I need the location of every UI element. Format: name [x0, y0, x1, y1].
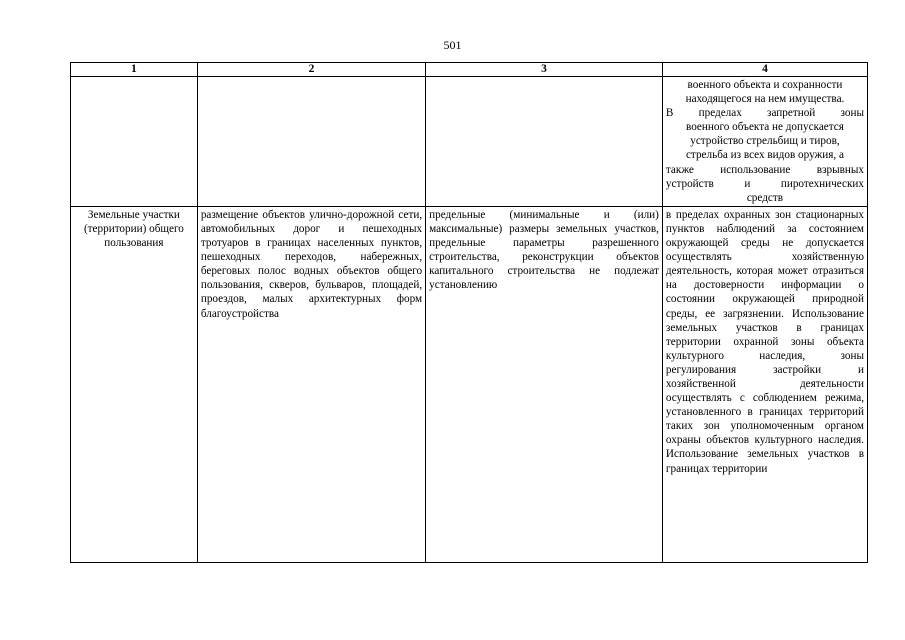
document-table: [70, 62, 868, 563]
permitted-use-text: размещение объектов улично-дорожной сети, автомобильных дорог и пешеходных тротуаров в границах населенных пунктов, пешеходных переходов, набережных, береговых полос водных объектов общего пользования, скверов, бульваров, площадей, проездов, малых архитектурных форм благоустройства: [200, 208, 423, 320]
row2-col2-cell: [197, 206, 425, 562]
row1-col4-line: находящегося на нем имущества.: [685, 93, 845, 106]
limit-parameters-text: предельные (минимальные и (или) максимальные) размеры земельных участков, предельные параметры разрешенного строительства, реконструкции объектов капитального строительства не подлежат установлению: [429, 208, 659, 292]
row1-col4-line: устройств и пиротехнических: [665, 177, 864, 190]
row1-col4-cell: [662, 77, 867, 207]
table-row: [71, 206, 868, 562]
row1-col4-line: военного объекта и сохранности: [687, 79, 843, 91]
column-header-2: 2: [197, 63, 425, 77]
row1-col4-line: устройство стрельбищ и тиров,: [690, 135, 840, 148]
row1-col2-cell: [197, 77, 425, 207]
row1-col4-line: В пределах запретной зоны: [665, 107, 864, 120]
column-header-3: 3: [426, 63, 663, 77]
row2-col3-cell: [426, 206, 663, 562]
row1-col4-line: военного объекта не допускается: [685, 121, 844, 134]
row1-col4-line: стрельба из всех видов оружия, а: [685, 149, 844, 162]
row1-col3-cell: [426, 77, 663, 207]
header-row: [71, 63, 868, 77]
row1-col4-line: также использование взрывных: [665, 163, 864, 176]
row1-col4-line: средств: [746, 191, 784, 204]
column-header-1: 1: [71, 63, 198, 77]
row2-col1-cell: [71, 206, 198, 562]
page-number: 501: [443, 38, 462, 52]
row2-col4-cell: [662, 206, 867, 562]
column-header-4: 4: [662, 63, 867, 77]
row1-col1-cell: [71, 77, 198, 207]
table-row: [71, 77, 868, 207]
restrictions-text: в пределах охранных зон стационарных пунктов наблюдений за состоянием окружающей среды не допускается осуществлять хозяйственную деятельность, которая может отразиться на достоверности информации о состоянии окружающей природной среды, ее загрязнении. Использование земельных участков в границах территории охранной зоны объекта культурного наследия, зоны регулирования застройки и хозяйственной деятельности осуществлять с соблюдением режима, установленного в границах территорий таких зон уполномоченным органом охраны объектов культурного наследия. Использование земельных участков в границах территории: [665, 208, 864, 475]
land-category-name: Земельные участки (территории) общего пользования: [83, 208, 184, 250]
